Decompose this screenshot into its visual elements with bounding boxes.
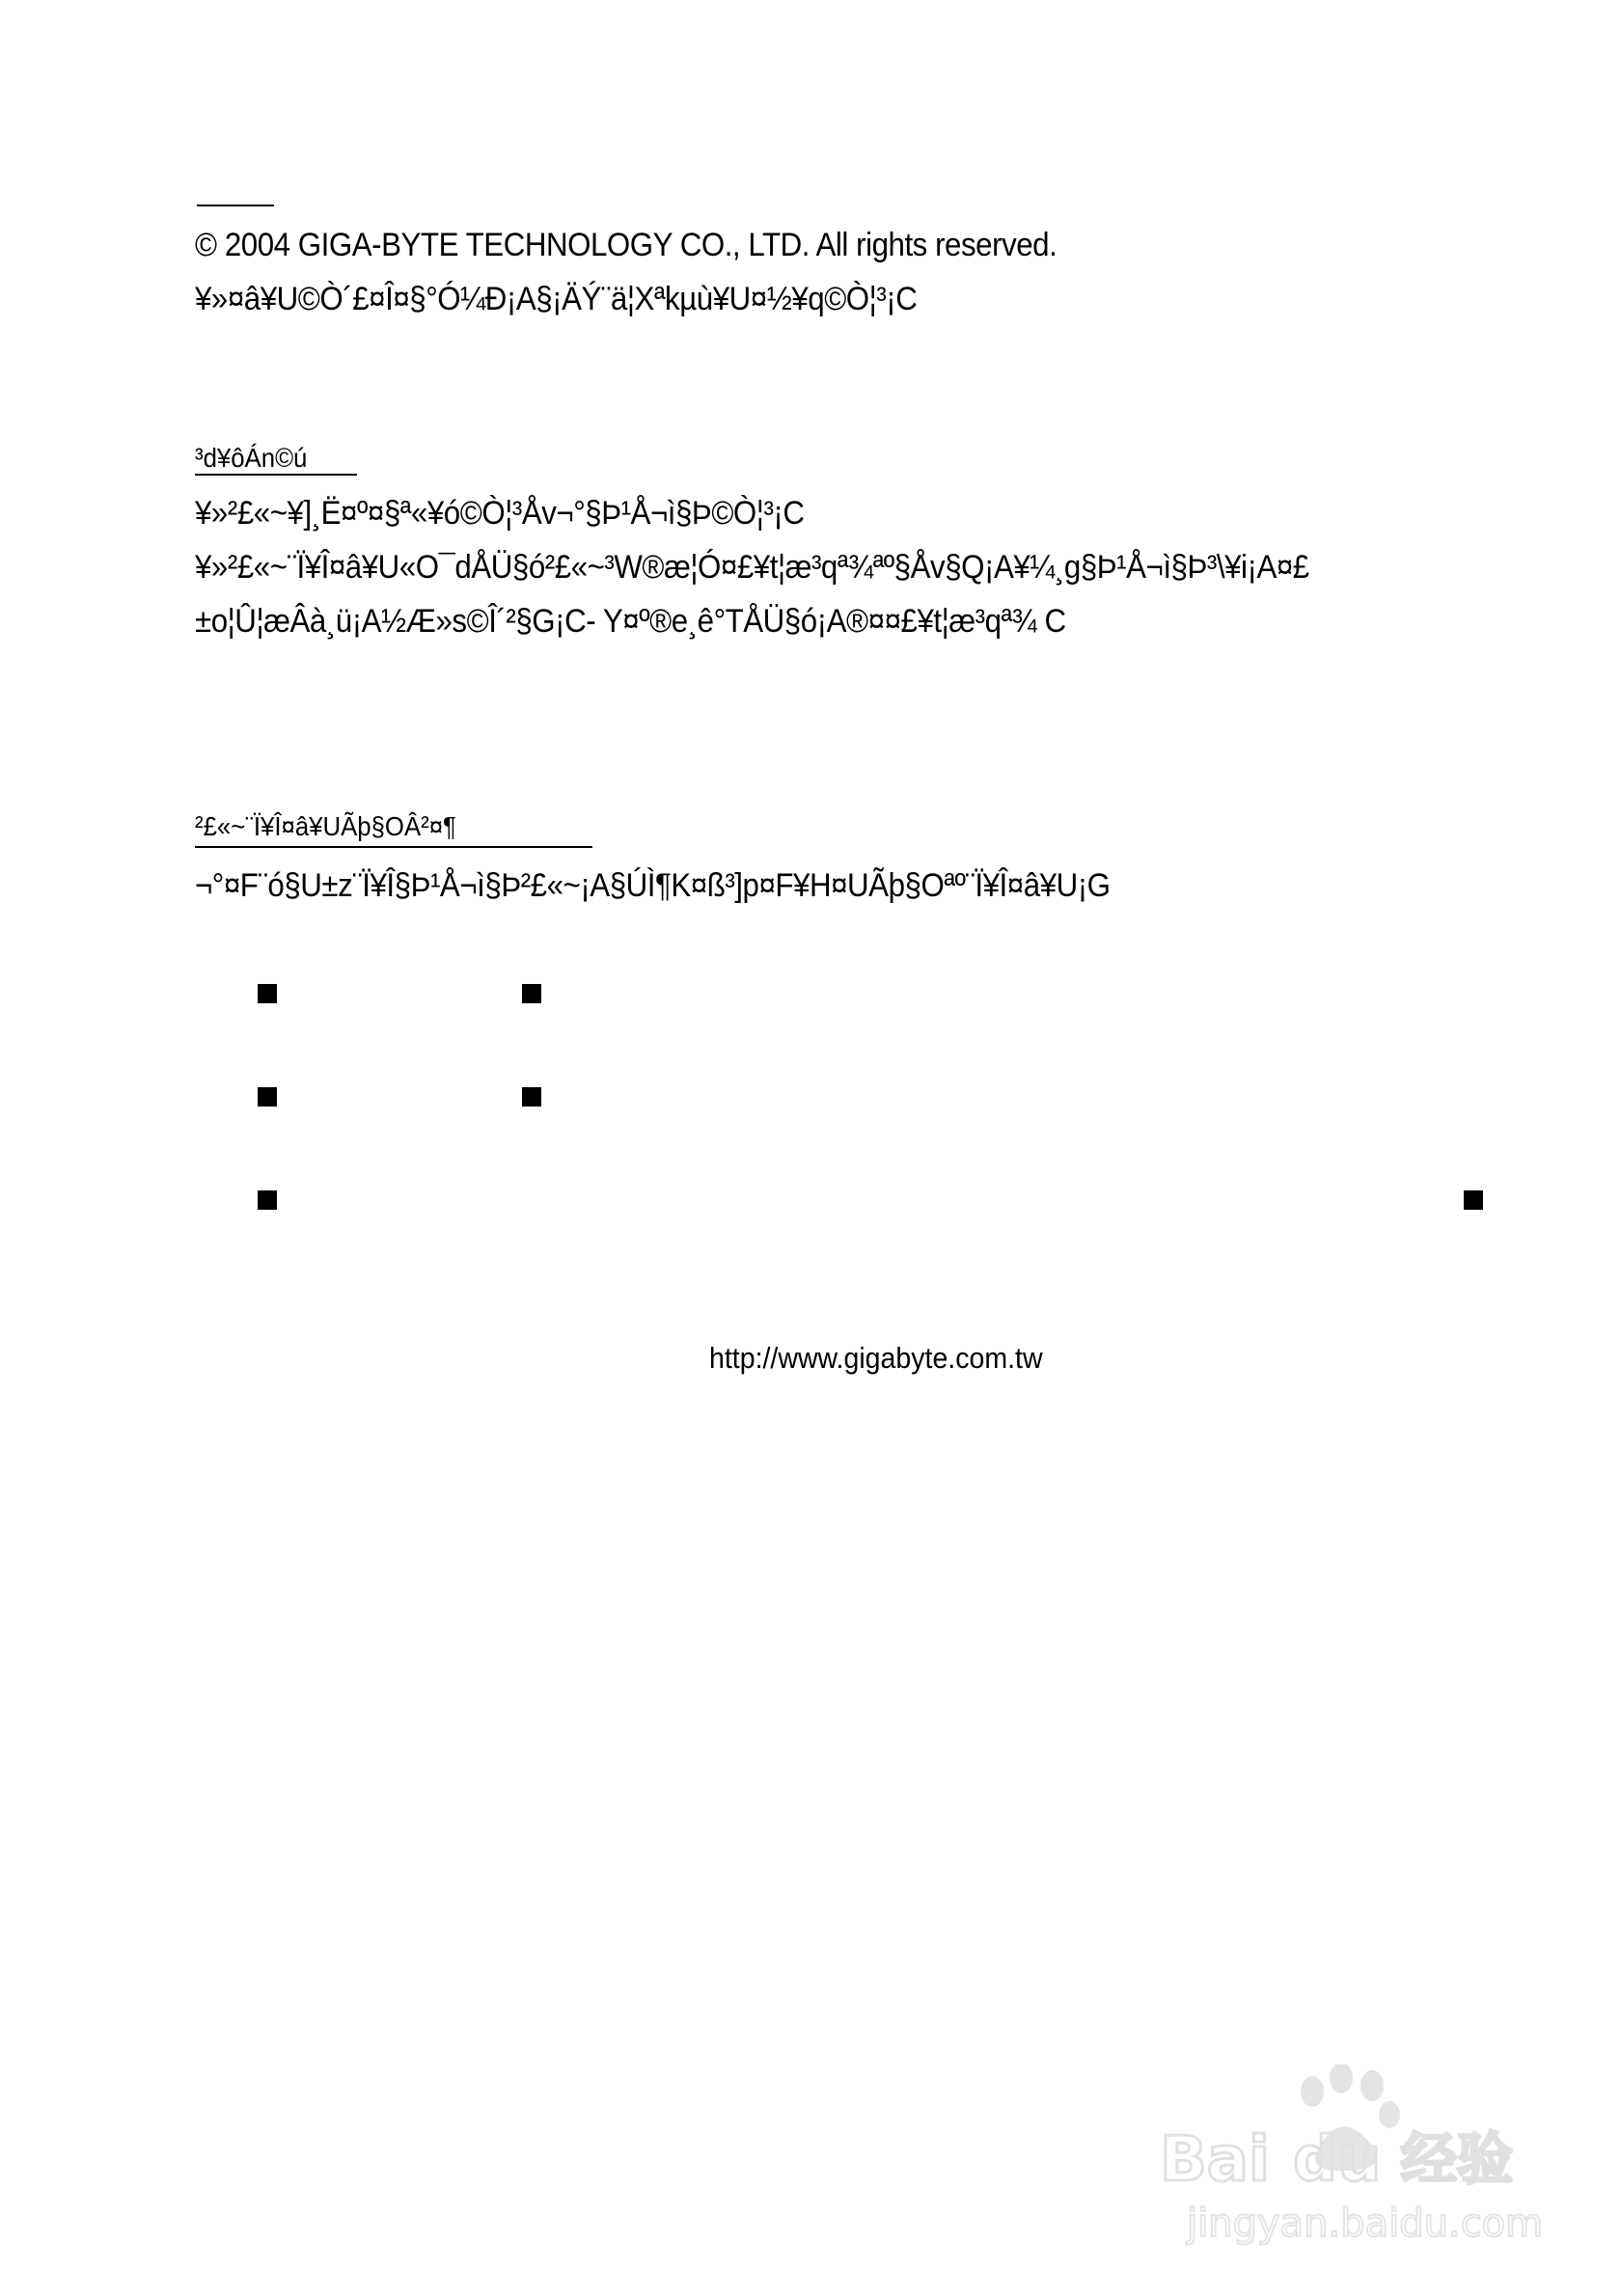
bullet-square [258, 1087, 277, 1107]
section2-heading: ²£«~¨Ï¥Î¤â¥UÃþ§OÂ²¤¶ [195, 811, 456, 841]
section2-line-1: ¬°¤F¨ó§U±z¨Ï¥Î§Þ¹Å¬ì§Þ²£«~¡A§ÚÌ¶K¤ß³]p¤F¥H¤UÃþ§Oªº¨Ï¥Î¤â¥U¡G [195, 867, 1111, 904]
svg-text:du: du [1293, 2124, 1382, 2196]
bullet-square [258, 1190, 277, 1210]
section1-line-2: ¥»²£«~¨Ï¥Î¤â¥U«O¯dÅÜ§ó²£«~³W®æ¦Ó¤£¥t¦æ³qª¾ªº§Åv§Q¡A¥¼¸g§Þ¹Å¬ì§Þ³\¥i¡A¤£ [195, 549, 1309, 586]
top-rule [197, 205, 274, 206]
svg-text:经验: 经验 [1401, 2126, 1514, 2192]
watermark-sub: jingyan.baidu.com [1187, 2201, 1544, 2246]
bullet-square [1464, 1190, 1483, 1210]
section1-line-1: ¥»²£«~¥]¸Ë¤º¤§ª«¥ó©Ò¦³Åv¬°§Þ¹Å¬ì§Þ©Ò¦³¡C [195, 495, 805, 532]
watermark-brand: Bai [1160, 2124, 1270, 2196]
section1-heading: ³d¥ôÁn©ú [195, 443, 308, 473]
section1-line-3: ±o¦Û¦æÂà¸ü¡A½Æ»s©Î´²§G¡C- Y¤º®e¸ê°TÅÜ§ó¡A®¤¤£¥t¦æ³qª¾ C [195, 603, 1066, 640]
section2-heading-underline [195, 846, 592, 848]
section1-heading-underline [195, 474, 357, 476]
trademark-line: ¥»¤â¥U©Ò´£¤Î¤§°Ó¼Ð¡A§¡ÄÝ¨ä¦Xªkµù¥U¤½¥q©Ò¦³¡C [195, 281, 918, 317]
website-url[interactable]: http://www.gigabyte.com.tw [709, 1341, 1043, 1375]
baidu-jingyan-watermark [1148, 2064, 1553, 2257]
bullet-square [522, 1087, 541, 1107]
bullet-square [258, 984, 277, 1003]
bullet-square [522, 984, 541, 1003]
copyright-line: © 2004 GIGA-BYTE TECHNOLOGY CO., LTD. All rights reserved. [195, 227, 1058, 263]
